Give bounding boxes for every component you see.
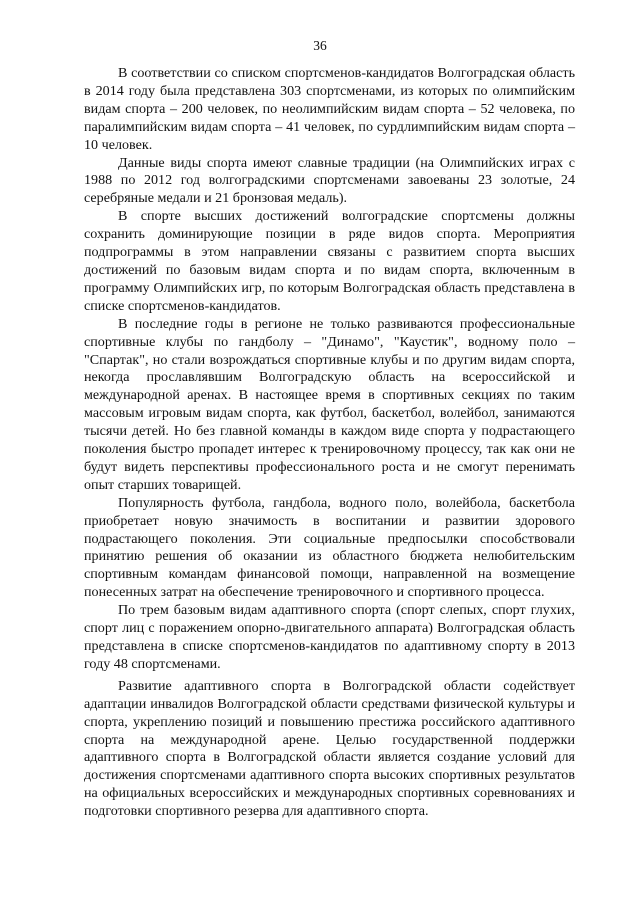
body-text [84,65,575,821]
paragraph-professional-clubs: В последние годы в регионе не только развиваются профессиональные спортивные клубы по гандболу – "Динамо", "Каустик", водному поло – "Спартак", но стали возрождаться спортивные клубы и по другим видам спорта, некогда прославлявшим Волгоградскую область на всероссийской и международной аренах. В настоящее время в спортивных секциях по таким массовым игровым видам спорта, как футбол, баскетбол, волейбол, занимаются тысячи детей. Но без главной команды в каждом виде спорта у подрастающего поколения быстро пропадет интерес к тренировочному процессу, так как они не будут видеть перспективы профессионального роста и не смогут перенимать опыт старших товарищей. [84,315,575,493]
paragraph-adaptive-sport-types: По трем базовым видам адаптивного спорта (спорт слепых, спорт глухих, спорт лиц с поражением опорно-двигательного аппарата) Волгоградская область представлена в списке спортсменов-кандидатов по адаптивному спорту в 2013 году 48 спортсменами. [84,602,575,672]
page-number: 36 [313,38,327,53]
paragraph-adaptive-sport-development: Развитие адаптивного спорта в Волгоградской области содействует адаптации инвалидов Волгоградской области средствами физической культуры и спорта, укреплению позиций и повышению престижа российского адаптивного спорта на международной арене. Целью государственной поддержки адаптивного спорта в Волгоградской области является создание условий для достижения спортсменами адаптивного спорта высоких спортивных результатов на официальных всероссийских и международных спортивных соревнованиях и подготовки спортивного резерва для адаптивного спорта. [84,677,575,820]
paragraph-high-achievement-sport: В спорте высших достижений волгоградские спортсмены должны сохранить доминирующие позиции в ряде видов спорта. Мероприятия подпрограммы в этом направлении связаны с развитием спорта высших достижений по базовым видам спорта и по видам спорта, включенным в программу Олимпийских игр, по которым Волгоградская область представлена в списке спортсменов-кандидатов. [84,208,575,314]
paragraph-olympic-traditions: Данные виды спорта имеют славные традиции (на Олимпийских играх с 1988 по 2012 год волгоградскими спортсменами завоеваны 23 золотые, 24 серебряные медали и 21 бронзовая медаль). [84,154,575,207]
paragraph-team-sports-popularity: Популярность футбола, гандбола, водного поло, волейбола, баскетбола приобретает новую значимость в воспитании и развитии здорового подрастающего поколения. Эти социальные предпосылки способствовали принятию решения об оказании из областного бюджета нелюбительским спортивным командам финансовой помощи, направленной на возмещение понесенных затрат на обеспечение тренировочного и спортивного процесса. [84,494,575,601]
paragraph-athletes-list: В соответствии со списком спортсменов-кандидатов Волгоградская область в 2014 году была представлена 303 спортсменами, из которых по олимпийским видам спорта – 200 человек, по неолимпийским видам спорта – 52 человека, по паралимпийским видам спорта – 41 человек, по сурдлимпийским видам спорта – 10 человек. [84,65,575,153]
